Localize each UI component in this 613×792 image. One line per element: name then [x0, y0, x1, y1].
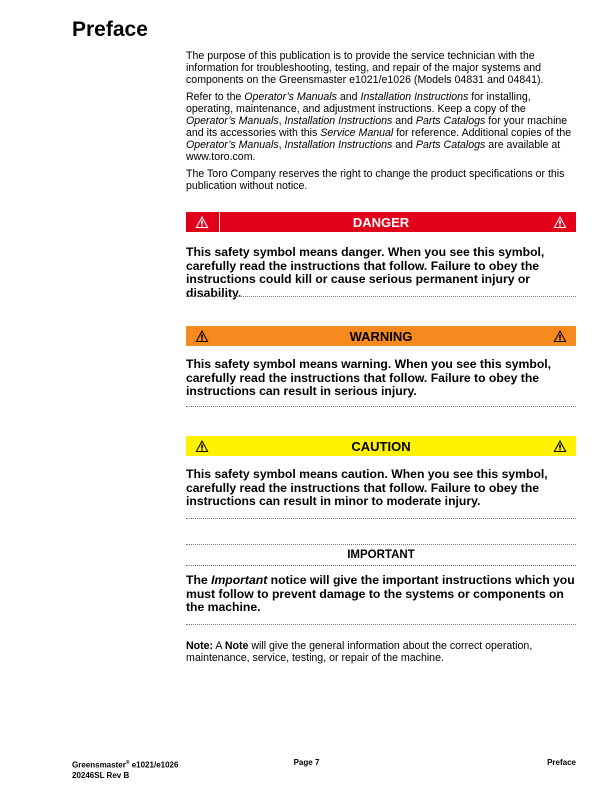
- warning-triangle-icon: [553, 329, 567, 343]
- intro-paragraph-1: The purpose of this publication is to provide the service technician with the information for troubleshooting, testing, and repair of the major systems and components on the Greensmaster e1021/e1026 (Models 04831 and 04841).: [186, 50, 544, 86]
- page-title: Preface: [72, 18, 148, 41]
- warning-triangle-icon: [553, 439, 567, 453]
- danger-text: This safety symbol means danger. When you see this symbol, carefully read the instructions that follow. Failure to obey the instructions could kill or cause serious permanent injury or disability.: [186, 245, 545, 300]
- caution-text: This safety symbol means caution. When you see this symbol, carefully read the instructions that follow. Failure to obey the instructions can result in minor to moderate injury.: [186, 467, 548, 508]
- divider: [186, 544, 576, 545]
- footer-section: Preface: [547, 758, 576, 767]
- warning-triangle-icon: [195, 439, 209, 453]
- footer-doc-number: 20246SL Rev B: [72, 770, 130, 780]
- divider: [186, 518, 576, 519]
- important-label: IMPORTANT: [347, 549, 415, 561]
- danger-banner: [186, 212, 576, 232]
- warning-banner: [186, 326, 576, 346]
- divider: [186, 624, 576, 625]
- caution-banner: [186, 436, 576, 456]
- warning-triangle-icon: [553, 215, 567, 229]
- divider: [186, 565, 576, 566]
- divider: [186, 406, 576, 407]
- divider: [186, 296, 576, 297]
- warning-triangle-icon: [195, 329, 209, 343]
- intro-paragraph-3: The Toro Company reserves the right to change the product specifications or this publication without notice.: [186, 168, 565, 192]
- warning-text: This safety symbol means warning. When you see this symbol, carefully read the instructions that follow. Failure to obey the instructions can result in serious injury.: [186, 357, 552, 398]
- caution-label: CAUTION: [351, 438, 411, 454]
- footer-page-number: Page 7: [293, 758, 320, 767]
- warning-label: WARNING: [349, 328, 413, 344]
- important-text: The Important notice will give the important instructions which you must follow to prevent damage to the systems or components on the machine.: [186, 573, 575, 614]
- intro-paragraph-2: Refer to the Operator’s Manuals and Installation Instructions for installing, operating, maintenance, and adjustment instructions. Keep a copy of the Operator’s Manuals, Installation Instructions and Parts Catalogs for your machine and its accessories with this Service Manual for reference. Additional copies of the Operator’s Manuals, Installation Instructions and Parts Catalogs are available at www.toro.com.: [186, 91, 572, 163]
- intro-section: [186, 50, 578, 192]
- warning-triangle-icon: [195, 215, 209, 229]
- danger-label: DANGER: [352, 214, 410, 230]
- footer-product: Greensmaster® e1021/e1026: [72, 760, 179, 770]
- note-text: Note: A Note will give the general information about the correct operation, maintenance, service, testing, or repair of the machine.: [186, 640, 533, 664]
